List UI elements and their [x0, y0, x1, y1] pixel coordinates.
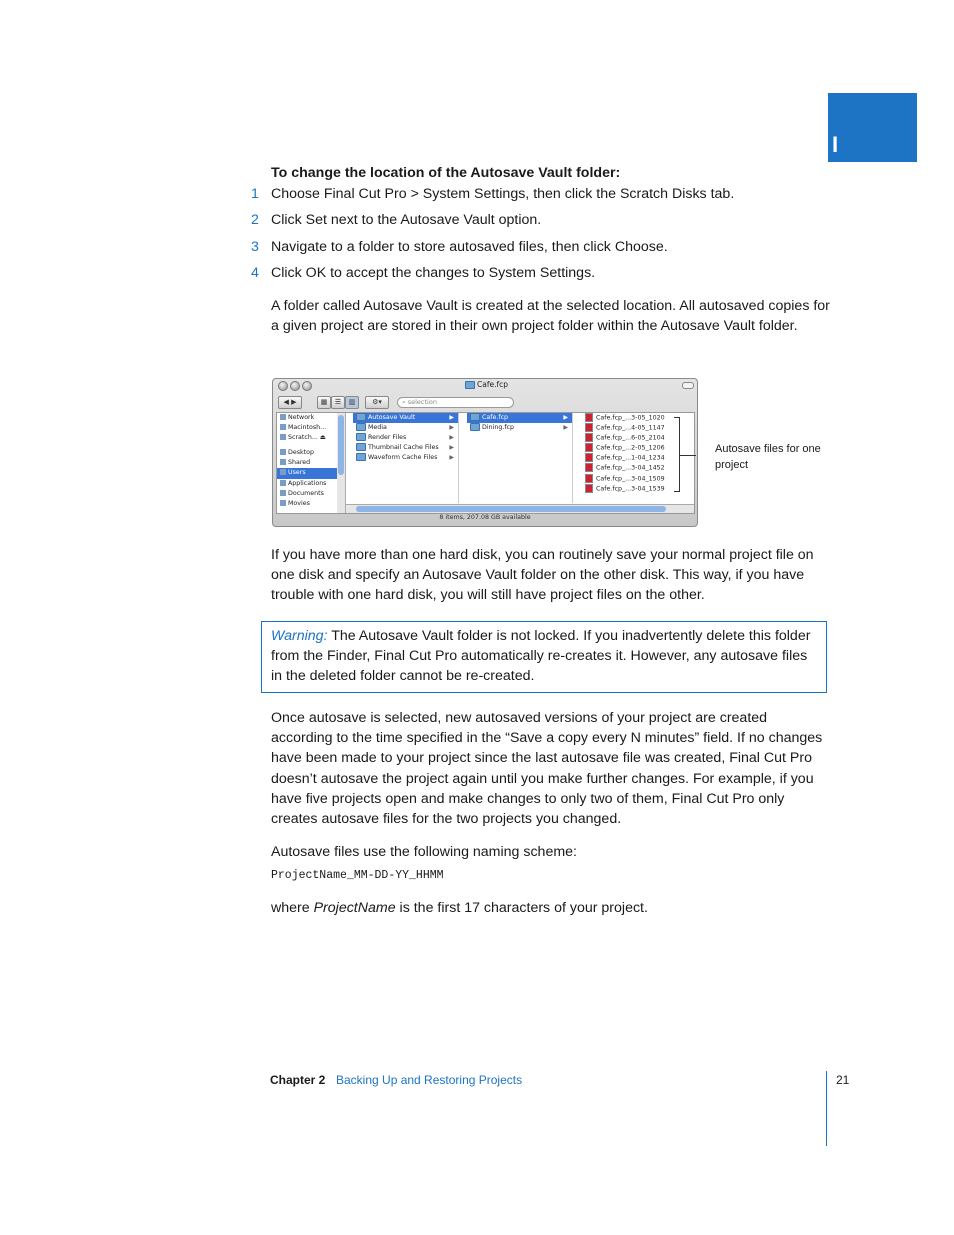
step-text: Click OK to accept the changes to System Settings.	[271, 265, 596, 281]
finder-status-bar: 8 items, 207.08 GB available	[439, 514, 531, 521]
fcp-file-icon	[585, 443, 593, 452]
toolbar-toggle-button[interactable]	[682, 382, 694, 389]
finder-column-2	[467, 413, 573, 503]
folder-icon	[470, 423, 480, 431]
sidebar-item-applications[interactable]: Applications	[277, 479, 337, 489]
list-item[interactable]: Waveform Cache Files ▶	[353, 453, 458, 463]
minimize-window-button[interactable]	[290, 381, 300, 391]
step-text: Choose Final Cut Pro > System Settings, then click the Scratch Disks tab.	[271, 186, 735, 202]
paragraph-autosave-timing: Once autosave is selected, new autosaved versions of your project are created according to the time specified in the “Save a copy every N minutes” field. If no changes have been made to your project since the last autosave file was created, Final Cut Pro doesn’t autosave the project again until you make further changes. For example, if you have five projects open and make changes to only two of them, Final Cut Pro only creates autosave files for the two projects you changed.	[271, 710, 823, 828]
list-item[interactable]: Cafe.fcp ▶	[467, 413, 572, 423]
folder-icon	[465, 381, 475, 389]
sidebar-item-scratch[interactable]: Scratch... ⏏	[277, 433, 337, 443]
sidebar-item-users[interactable]: Users	[277, 468, 337, 478]
step-number: 2	[251, 212, 259, 228]
para5-italic: ProjectName	[313, 900, 396, 916]
callout-line	[679, 455, 696, 456]
folder-icon	[356, 443, 366, 451]
horizontal-scrollbar[interactable]	[346, 504, 694, 513]
column-view-button[interactable]: ▥	[345, 396, 359, 409]
search-icon: ⌕	[402, 398, 406, 406]
chapter-tab-label: I	[832, 132, 839, 157]
users-icon	[280, 469, 286, 475]
paragraph-multiple-disks: If you have more than one hard disk, you can routinely save your normal project file on one disk and specify an Autosave Vault folder on the other disk. This way, if you have trouble with one hard disk, you will still have project files on the other.	[271, 547, 814, 604]
scrollbar-thumb[interactable]	[356, 506, 666, 512]
chevron-right-icon: ▶	[563, 414, 568, 421]
list-item[interactable]: Media ▶	[353, 423, 458, 433]
back-forward-button[interactable]: ◀ ▶	[278, 396, 302, 409]
list-item[interactable]: Render Files ▶	[353, 433, 458, 443]
finder-sidebar	[277, 413, 338, 513]
list-item[interactable]: Cafe.fcp_...4-05_1147	[582, 423, 674, 433]
list-item[interactable]: Cafe.fcp_...3-04_1509	[582, 474, 674, 484]
chevron-right-icon: ▶	[449, 434, 454, 442]
list-item[interactable]: Thumbnail Cache Files ▶	[353, 443, 458, 453]
fcp-file-icon	[585, 453, 593, 462]
applications-icon	[280, 480, 286, 486]
list-item[interactable]: Cafe.fcp_...3-05_1020	[582, 413, 674, 423]
folder-icon	[470, 413, 480, 421]
list-view-button[interactable]: ☰	[331, 396, 345, 409]
para5-after: is the first 17 characters of your project.	[395, 900, 648, 916]
chevron-right-icon: ▶	[449, 424, 454, 432]
list-item[interactable]: Dining.fcp ▶	[467, 423, 572, 433]
folder-icon	[280, 459, 286, 465]
step-2	[251, 210, 811, 230]
finder-titlebar	[273, 379, 697, 393]
sidebar-scrollbar[interactable]	[337, 413, 346, 513]
folder-icon	[356, 433, 366, 441]
chevron-right-icon: ▶	[563, 424, 568, 432]
naming-scheme-code: ProjectName_MM-DD-YY_HHMM	[271, 869, 444, 882]
sidebar-item-network[interactable]: Network	[277, 413, 337, 423]
search-placeholder: selection	[407, 398, 437, 406]
finder-column-3	[582, 413, 674, 503]
step-text: Navigate to a folder to store autosaved files, then click Choose.	[271, 239, 668, 255]
disk-icon	[280, 434, 286, 440]
warning-box	[261, 621, 827, 693]
step-number: 4	[251, 265, 259, 281]
para5-before: where	[271, 900, 314, 916]
finder-title-text: Cafe.fcp	[477, 380, 508, 389]
finder-toolbar	[273, 394, 697, 411]
disk-icon	[280, 424, 286, 430]
fcp-file-icon	[585, 484, 593, 493]
folder-icon	[356, 423, 366, 431]
movies-icon	[280, 500, 286, 506]
paragraph-project-name	[271, 898, 831, 918]
folder-icon	[356, 453, 366, 461]
list-item[interactable]: Cafe.fcp_...3-04_1452	[582, 463, 674, 473]
fcp-file-icon	[585, 474, 593, 483]
finder-panes	[276, 412, 695, 514]
procedure-heading: To change the location of the Autosave Vault folder:	[271, 165, 621, 181]
documents-icon	[280, 490, 286, 496]
fcp-file-icon	[585, 433, 593, 442]
warning-text: The Autosave Vault folder is not locked. If you inadvertently delete this folder from the Finder, Final Cut Pro automatically re-creates it. However, any autosave files in the deleted folder cannot be re-created.	[271, 628, 811, 684]
list-item[interactable]: Cafe.fcp_...2-05_1206	[582, 443, 674, 453]
warning-label: Warning:	[271, 628, 328, 644]
icon-view-button[interactable]: ▦	[317, 396, 331, 409]
paragraph-autosave-vault: A folder called Autosave Vault is created at the selected location. All autosaved copies for a given project are stored in their own project folder within the Autosave Vault folder.	[271, 298, 830, 335]
list-item[interactable]: Cafe.fcp_...3-04_1539	[582, 484, 674, 494]
search-field[interactable]	[397, 397, 514, 408]
close-window-button[interactable]	[278, 381, 288, 391]
sidebar-item-desktop[interactable]: Desktop	[277, 448, 337, 458]
action-menu-button[interactable]: ⚙▾	[365, 396, 389, 409]
page-number: 21	[836, 1073, 850, 1087]
network-icon	[280, 414, 286, 420]
footer-divider	[826, 1071, 827, 1146]
sidebar-item-shared[interactable]: Shared	[277, 458, 337, 468]
finder-column-1	[353, 413, 459, 503]
step-number: 1	[251, 186, 259, 202]
list-item[interactable]: Autosave Vault ▶	[353, 413, 458, 423]
step-4	[251, 263, 811, 283]
fcp-file-icon	[585, 423, 593, 432]
fcp-file-icon	[585, 463, 593, 472]
footer-chapter: Chapter 2	[270, 1073, 326, 1087]
footer-chapter-title[interactable]: Backing Up and Restoring Projects	[336, 1073, 523, 1087]
warning-text-block	[271, 626, 821, 686]
step-1	[251, 184, 811, 204]
step-text: Click Set next to the Autosave Vault option.	[271, 212, 542, 228]
sidebar-item-movies[interactable]: Movies	[277, 499, 337, 509]
chapter-tab	[828, 93, 917, 162]
zoom-window-button[interactable]	[302, 381, 312, 391]
folder-icon	[356, 413, 366, 421]
sidebar-item-macintosh[interactable]: Macintosh...	[277, 423, 337, 433]
desktop-icon	[280, 449, 286, 455]
finder-window-figure	[272, 378, 698, 527]
step-3	[251, 237, 811, 257]
fcp-file-icon	[585, 413, 593, 422]
list-item[interactable]: Cafe.fcp_...1-04_1234	[582, 453, 674, 463]
paragraph-naming-scheme: Autosave files use the following naming scheme:	[271, 844, 577, 860]
step-number: 3	[251, 239, 259, 255]
figure-callout: Autosave files for one project	[715, 443, 821, 471]
chevron-right-icon: ▶	[449, 454, 454, 462]
list-item[interactable]: Cafe.fcp_...6-05_2104	[582, 433, 674, 443]
finder-title	[465, 380, 508, 389]
chevron-right-icon: ▶	[449, 414, 454, 421]
scrollbar-thumb[interactable]	[338, 415, 344, 475]
chevron-right-icon: ▶	[449, 444, 454, 452]
sidebar-item-documents[interactable]: Documents	[277, 489, 337, 499]
